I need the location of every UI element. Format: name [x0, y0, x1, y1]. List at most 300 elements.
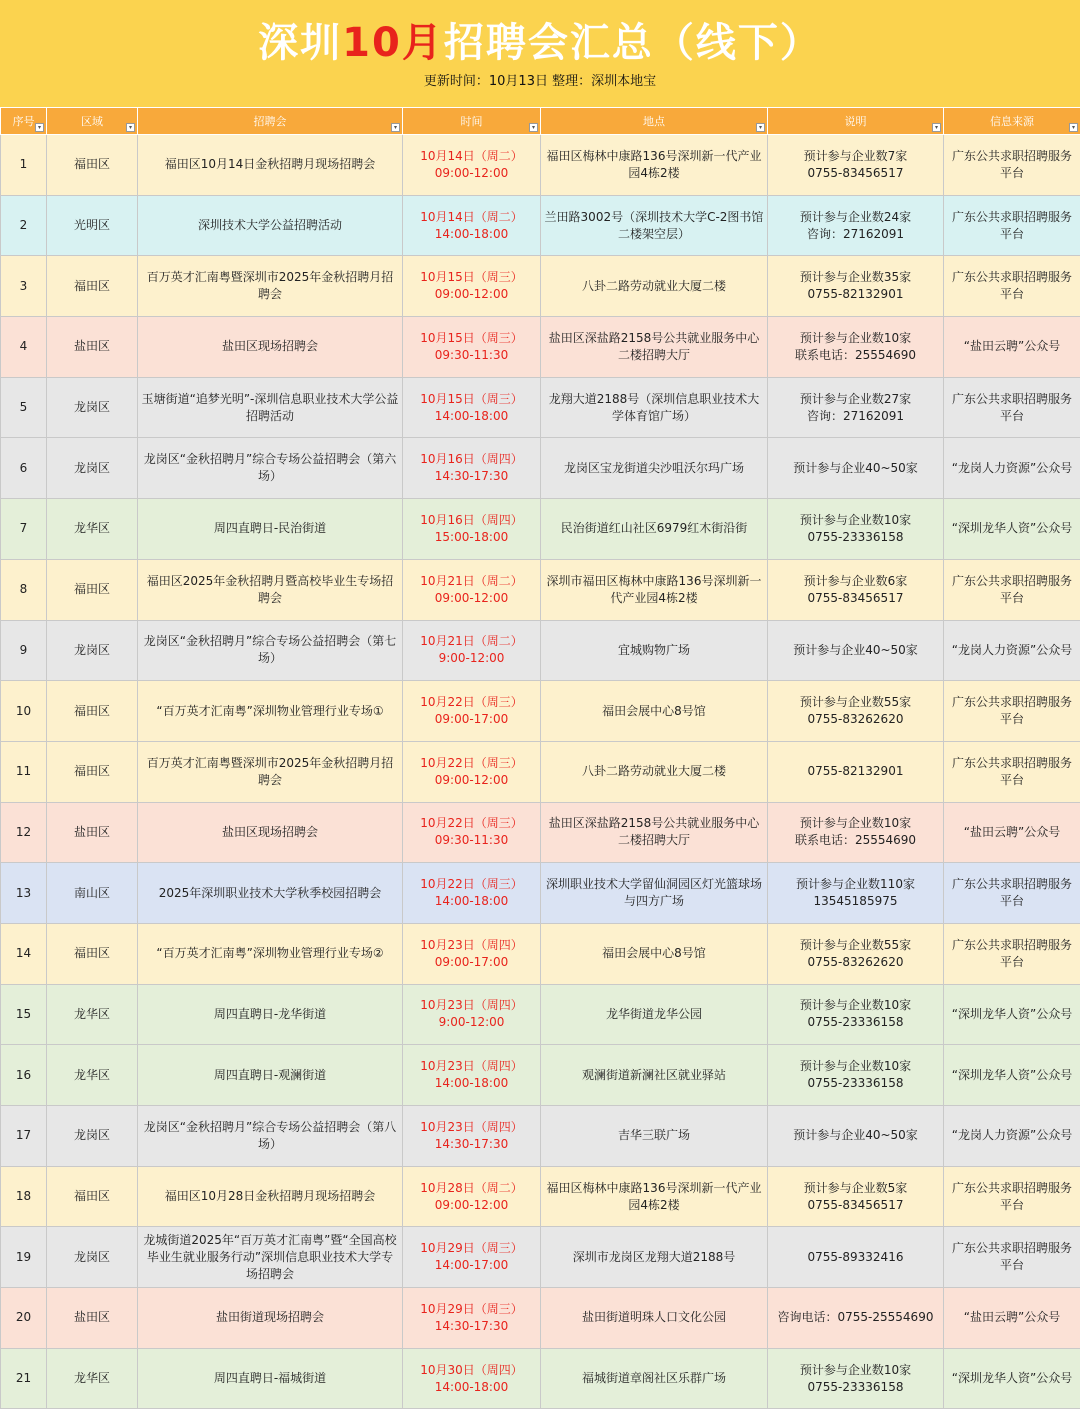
district-cell [47, 559, 138, 620]
table-row [1, 256, 1080, 317]
district-cell-text: 龙华区 [73, 1067, 110, 1082]
fair-name-cell-text: 福田区10月28日金秋招聘月现场招聘会 [164, 1189, 376, 1204]
time-cell [403, 984, 541, 1045]
place-cell-text: 福田会展中心8号馆 [602, 946, 706, 961]
district-cell [47, 923, 138, 984]
fair-name-cell-text: 深圳技术大学公益招聘活动 [197, 218, 342, 233]
place-cell [541, 1288, 768, 1349]
table-row [1, 923, 1080, 984]
note-cell-text: 联系电话：25554690 [794, 347, 917, 362]
fair-name-cell [138, 863, 403, 924]
place-cell-text: 福田会展中心8号馆 [602, 703, 706, 718]
place-cell-text: 龙翔大道2188号（深圳信息职业技术大学体育馆广场） [548, 391, 760, 423]
fair-name-cell [138, 984, 403, 1045]
time-cell-text: 10月21日（周二） [420, 573, 523, 588]
note-cell [768, 1227, 944, 1288]
time-cell [403, 681, 541, 742]
district-cell-text: 光明区 [73, 218, 110, 233]
table-row [1, 559, 1080, 620]
note-cell [768, 681, 944, 742]
note-cell-text: 预计参与企业数10家 [799, 330, 912, 345]
place-cell-text: 八卦二路劳动就业大厦二楼 [581, 764, 726, 779]
district-cell [47, 377, 138, 438]
source-cell-text: “深圳龙华人资”公众号 [951, 1006, 1073, 1021]
note-cell [768, 741, 944, 802]
note-cell-text: 预计参与企业40~50家 [793, 460, 918, 475]
note-cell-text: 0755-23336158 [807, 1076, 904, 1091]
district-cell [47, 863, 138, 924]
row-number-text: 10 [15, 703, 32, 718]
district-cell [47, 499, 138, 560]
row-number [1, 1227, 47, 1288]
row-number-text: 8 [19, 582, 28, 597]
time-cell-text: 10月30日（周四） [420, 1362, 523, 1377]
time-cell [403, 620, 541, 681]
fair-name-cell-text: 福田区2025年金秋招聘月暨高校毕业生专场招聘会 [146, 573, 394, 605]
place-cell-text: 深圳市龙岗区龙翔大道2188号 [572, 1249, 736, 1264]
fair-name-cell [138, 317, 403, 378]
source-cell-text: 广东公共求职招聘服务平台 [951, 270, 1072, 302]
source-cell-text: 广东公共求职招聘服务平台 [951, 148, 1072, 180]
time-cell-text: 09:00-12:00 [434, 772, 509, 787]
fair-name-cell-text: 盐田区现场招聘会 [221, 824, 318, 839]
place-cell [541, 1348, 768, 1409]
source-cell-text: 广东公共求职招聘服务平台 [951, 755, 1072, 787]
time-cell-text: 14:00-18:00 [434, 1379, 509, 1394]
note-cell-text: 预计参与企业数35家 [799, 270, 912, 285]
district-cell [47, 317, 138, 378]
title-prefix: 深圳 [258, 20, 343, 66]
filter-dropdown-icon[interactable]: ▾ [391, 123, 400, 132]
row-number-text: 16 [15, 1067, 32, 1082]
fair-name-cell [138, 499, 403, 560]
table-row [1, 1288, 1080, 1349]
time-cell-text: 14:00-18:00 [434, 1076, 509, 1091]
note-cell-text: 预计参与企业数10家 [799, 816, 912, 831]
time-cell-text: 10月22日（周三） [420, 877, 523, 892]
row-number [1, 1288, 47, 1349]
row-number-text: 5 [19, 400, 28, 415]
source-cell [944, 195, 1080, 256]
time-cell-text: 10月29日（周三） [420, 1301, 523, 1316]
time-cell-text: 10月16日（周四） [420, 452, 523, 467]
fair-name-cell [138, 1348, 403, 1409]
fair-name-cell-text: 龙岗区“金秋招聘月”综合专场公益招聘会（第八场） [143, 1119, 397, 1151]
place-cell [541, 984, 768, 1045]
fair-name-cell-text: 周四直聘日-福城街道 [213, 1371, 327, 1386]
note-cell-text: 0755-83262620 [807, 712, 904, 727]
district-cell-text: 福田区 [73, 946, 110, 961]
table-row [1, 377, 1080, 438]
source-cell-text: 广东公共求职招聘服务平台 [951, 209, 1072, 241]
fair-name-cell [138, 741, 403, 802]
source-cell [944, 256, 1080, 317]
row-number-text: 19 [15, 1249, 32, 1264]
fair-name-cell-text: 玉塘街道“追梦光明”-深圳信息职业技术大学公益招聘活动 [141, 391, 399, 423]
district-cell-text: 龙华区 [73, 1006, 110, 1021]
source-cell [944, 1288, 1080, 1349]
place-cell [541, 1227, 768, 1288]
place-cell [541, 499, 768, 560]
fair-name-cell-text: 龙城街道2025年“百万英才汇南粤”暨“全国高校毕业生就业服务行动”深圳信息职业技术大学专场招聘会 [143, 1232, 397, 1281]
district-cell-text: 龙岗区 [73, 460, 110, 475]
row-number [1, 984, 47, 1045]
fair-name-cell [138, 1288, 403, 1349]
filter-dropdown-icon[interactable]: ▾ [1069, 123, 1078, 132]
row-number-text: 14 [15, 946, 32, 961]
place-cell [541, 620, 768, 681]
place-cell-text: 兰田路3002号（深圳技术大学C-2图书馆二楼架空层） [544, 209, 764, 241]
row-number-text: 20 [15, 1310, 32, 1325]
time-cell-text: 10月16日（周四） [420, 512, 523, 527]
fair-name-cell-text: “百万英才汇南粤”深圳物业管理行业专场① [156, 703, 384, 718]
source-cell-text: “深圳龙华人资”公众号 [951, 521, 1073, 536]
note-cell-text: 预计参与企业数5家 [803, 1180, 908, 1195]
time-cell [403, 741, 541, 802]
note-cell [768, 620, 944, 681]
source-cell-text: “龙岗人力资源”公众号 [951, 1128, 1073, 1143]
place-cell-text: 观澜街道新澜社区就业驿站 [581, 1067, 726, 1082]
note-cell-text: 预计参与企业数55家 [799, 695, 912, 710]
time-cell [403, 195, 541, 256]
row-number [1, 195, 47, 256]
filter-dropdown-icon[interactable]: ▾ [126, 123, 135, 132]
place-cell [541, 802, 768, 863]
note-cell [768, 802, 944, 863]
source-cell-text: “盐田云聘”公众号 [963, 1310, 1061, 1325]
place-cell [541, 1166, 768, 1227]
district-cell-text: 龙华区 [73, 1371, 110, 1386]
place-cell-text: 福田区梅林中康路136号深圳新一代产业园4栋2楼 [546, 148, 762, 180]
note-cell-text: 咨询电话：0755-25554690 [777, 1310, 934, 1325]
district-cell-text: 福田区 [73, 764, 110, 779]
source-cell [944, 1106, 1080, 1167]
place-cell [541, 1106, 768, 1167]
time-cell [403, 256, 541, 317]
place-cell-text: 盐田区深盐路2158号公共就业服务中心二楼招聘大厅 [548, 330, 760, 362]
time-cell-text: 09:00-17:00 [434, 954, 509, 969]
fair-name-cell-text: 龙岗区“金秋招聘月”综合专场公益招聘会（第六场） [143, 452, 397, 484]
place-cell-text: 盐田街道明珠人口文化公园 [581, 1310, 726, 1325]
time-cell-text: 10月23日（周四） [420, 937, 523, 952]
time-cell [403, 923, 541, 984]
place-cell [541, 741, 768, 802]
time-cell [403, 438, 541, 499]
row-number [1, 1106, 47, 1167]
source-cell [944, 317, 1080, 378]
note-cell-text: 咨询：27162091 [806, 408, 905, 423]
place-cell [541, 438, 768, 499]
source-cell-text: 广东公共求职招聘服务平台 [951, 877, 1072, 909]
column-header-place[interactable]: 地点 ▾ [541, 108, 768, 135]
row-number-text: 18 [15, 1189, 32, 1204]
source-cell-text: 广东公共求职招聘服务平台 [951, 1180, 1072, 1212]
source-cell [944, 620, 1080, 681]
time-cell-text: 10月22日（周三） [420, 816, 523, 831]
place-cell [541, 256, 768, 317]
source-cell [944, 559, 1080, 620]
fair-name-cell [138, 1045, 403, 1106]
note-cell [768, 923, 944, 984]
note-cell-text: 预计参与企业数7家 [803, 148, 908, 163]
district-cell [47, 1166, 138, 1227]
time-cell-text: 10月28日（周二） [420, 1180, 523, 1195]
row-number [1, 559, 47, 620]
time-cell-text: 10月22日（周三） [420, 695, 523, 710]
note-cell [768, 135, 944, 196]
district-cell-text: 南山区 [73, 885, 110, 900]
filter-dropdown-icon[interactable]: ▾ [932, 123, 941, 132]
time-cell-text: 14:30-17:30 [434, 469, 509, 484]
district-cell-text: 福田区 [73, 278, 110, 293]
time-cell-text: 9:00-12:00 [438, 1015, 505, 1030]
time-cell-text: 09:00-12:00 [434, 287, 509, 302]
row-number-text: 1 [19, 157, 28, 172]
source-cell-text: 广东公共求职招聘服务平台 [951, 695, 1072, 727]
time-cell-text: 10月21日（周二） [420, 634, 523, 649]
note-cell-text: 0755-89332416 [807, 1249, 904, 1264]
column-header-note[interactable]: 说明 ▾ [768, 108, 944, 135]
source-cell-text: 广东公共求职招聘服务平台 [951, 1241, 1072, 1273]
filter-dropdown-icon[interactable]: ▾ [529, 123, 538, 132]
time-cell [403, 377, 541, 438]
time-cell-text: 15:00-18:00 [434, 529, 509, 544]
place-cell [541, 195, 768, 256]
fair-name-cell-text: 周四直聘日-民治街道 [213, 521, 327, 536]
note-cell [768, 438, 944, 499]
source-cell [944, 1348, 1080, 1409]
time-cell [403, 863, 541, 924]
source-cell [944, 377, 1080, 438]
row-number-text: 2 [19, 218, 28, 233]
place-cell-text: 深圳市福田区梅林中康路136号深圳新一代产业园4栋2楼 [546, 573, 762, 605]
district-cell [47, 1045, 138, 1106]
time-cell-text: 10月15日（周三） [420, 391, 523, 406]
row-number-text: 4 [19, 339, 28, 354]
table-row [1, 681, 1080, 742]
note-cell [768, 1288, 944, 1349]
district-cell-text: 龙华区 [73, 521, 110, 536]
time-cell [403, 1106, 541, 1167]
district-cell-text: 福田区 [73, 157, 110, 172]
row-number [1, 317, 47, 378]
fair-name-cell [138, 681, 403, 742]
place-cell [541, 559, 768, 620]
note-cell-text: 13545185975 [813, 894, 898, 909]
source-cell [944, 438, 1080, 499]
time-cell [403, 1348, 541, 1409]
district-cell [47, 135, 138, 196]
fair-name-cell-text: 福田区10月14日金秋招聘月现场招聘会 [164, 157, 376, 172]
fair-name-cell [138, 377, 403, 438]
district-cell [47, 620, 138, 681]
district-cell [47, 1106, 138, 1167]
source-cell-text: “深圳龙华人资”公众号 [951, 1067, 1073, 1082]
time-cell-text: 10月15日（周三） [420, 270, 523, 285]
note-cell-text: 预计参与企业数55家 [799, 937, 912, 952]
table-row [1, 620, 1080, 681]
source-cell-text: “盐田云聘”公众号 [963, 824, 1061, 839]
note-cell-text: 联系电话：25554690 [794, 833, 917, 848]
note-cell-text: 预计参与企业数10家 [799, 998, 912, 1013]
source-cell [944, 1227, 1080, 1288]
note-cell-text: 预计参与企业数110家 [796, 877, 915, 892]
note-cell-text: 0755-82132901 [807, 764, 904, 779]
source-cell [944, 741, 1080, 802]
note-cell [768, 377, 944, 438]
source-cell [944, 135, 1080, 196]
table-row [1, 863, 1080, 924]
note-cell-text: 0755-23336158 [807, 1015, 904, 1030]
row-number-text: 9 [19, 642, 28, 657]
note-cell-text: 预计参与企业数10家 [799, 1059, 912, 1074]
source-cell [944, 863, 1080, 924]
row-number [1, 1166, 47, 1227]
time-cell-text: 10月23日（周四） [420, 998, 523, 1013]
row-number [1, 923, 47, 984]
filter-dropdown-icon[interactable]: ▾ [35, 123, 44, 132]
fair-name-cell [138, 923, 403, 984]
column-header-fair[interactable]: 招聘会 ▾ [138, 108, 403, 135]
district-cell-text: 龙岗区 [73, 1249, 110, 1264]
place-cell-text: 盐田区深盐路2158号公共就业服务中心二楼招聘大厅 [548, 816, 760, 848]
update-info: 更新时间：10月13日 整理：深圳本地宝 [423, 74, 657, 89]
time-cell-text: 10月14日（周二） [420, 148, 523, 163]
fair-name-cell-text: 百万英才汇南粤暨深圳市2025年金秋招聘月招聘会 [146, 270, 394, 302]
district-cell-text: 福田区 [73, 703, 110, 718]
table-row [1, 438, 1080, 499]
row-number-text: 7 [19, 521, 28, 536]
table-row [1, 135, 1080, 196]
time-cell-text: 14:00-17:00 [434, 1258, 509, 1273]
note-cell [768, 559, 944, 620]
note-cell [768, 1166, 944, 1227]
row-number [1, 377, 47, 438]
time-cell-text: 14:30-17:30 [434, 1136, 509, 1151]
source-cell-text: 广东公共求职招聘服务平台 [951, 391, 1072, 423]
row-number [1, 863, 47, 924]
district-cell-text: 福田区 [73, 582, 110, 597]
table-row [1, 802, 1080, 863]
time-cell-text: 09:00-12:00 [434, 590, 509, 605]
time-cell-text: 09:00-12:00 [434, 1197, 509, 1212]
row-number-text: 21 [15, 1371, 32, 1386]
source-cell-text: 广东公共求职招聘服务平台 [951, 937, 1072, 969]
time-cell-text: 10月29日（周三） [420, 1241, 523, 1256]
source-cell [944, 1045, 1080, 1106]
district-cell-text: 盐田区 [73, 1310, 110, 1325]
place-cell-text: 八卦二路劳动就业大厦二楼 [581, 278, 726, 293]
row-number [1, 681, 47, 742]
time-cell-text: 14:30-17:30 [434, 1318, 509, 1333]
note-cell [768, 863, 944, 924]
district-cell [47, 1288, 138, 1349]
district-cell-text: 盐田区 [73, 824, 110, 839]
fair-name-cell [138, 1106, 403, 1167]
table-row [1, 317, 1080, 378]
column-header-no[interactable]: 序号 ▾ [1, 108, 47, 135]
district-cell-text: 龙岗区 [73, 642, 110, 657]
source-cell [944, 802, 1080, 863]
column-header-time[interactable]: 时间 ▾ [403, 108, 541, 135]
fair-name-cell [138, 256, 403, 317]
note-cell-text: 预计参与企业数10家 [799, 512, 912, 527]
place-cell [541, 1045, 768, 1106]
district-cell [47, 802, 138, 863]
row-number [1, 620, 47, 681]
filter-dropdown-icon[interactable]: ▾ [756, 123, 765, 132]
time-cell-text: 09:30-11:30 [434, 833, 509, 848]
table-header-row [1, 108, 1080, 135]
district-cell [47, 256, 138, 317]
time-cell-text: 09:30-11:30 [434, 347, 509, 362]
row-number [1, 741, 47, 802]
row-number-text: 3 [19, 278, 28, 293]
fair-name-cell [138, 802, 403, 863]
place-cell [541, 317, 768, 378]
time-cell-text: 10月23日（周四） [420, 1119, 523, 1134]
note-cell-text: 0755-82132901 [807, 287, 904, 302]
header-banner [0, 0, 1080, 107]
time-cell-text: 10月15日（周三） [420, 330, 523, 345]
district-cell [47, 438, 138, 499]
note-cell-text: 0755-83456517 [807, 1197, 904, 1212]
district-cell [47, 195, 138, 256]
fair-name-cell-text: 百万英才汇南粤暨深圳市2025年金秋招聘月招聘会 [146, 755, 394, 787]
note-cell [768, 256, 944, 317]
place-cell-text: 龙岗区宝龙街道尖沙咀沃尔玛广场 [563, 460, 744, 475]
place-cell-text: 福城街道章阁社区乐群广场 [581, 1371, 726, 1386]
district-cell [47, 741, 138, 802]
source-cell-text: “龙岗人力资源”公众号 [951, 642, 1073, 657]
column-header-district[interactable]: 区域 ▾ [47, 108, 138, 135]
source-cell-text: “盐田云聘”公众号 [963, 339, 1061, 354]
note-cell-text: 咨询：27162091 [806, 226, 905, 241]
time-cell-text: 14:00-18:00 [434, 226, 509, 241]
place-cell [541, 681, 768, 742]
district-cell-text: 福田区 [73, 1189, 110, 1204]
place-cell-text: 龙华街道龙华公园 [605, 1006, 702, 1021]
district-cell [47, 1227, 138, 1288]
note-cell-text: 预计参与企业数6家 [803, 573, 908, 588]
time-cell [403, 802, 541, 863]
note-cell [768, 984, 944, 1045]
table-row [1, 1348, 1080, 1409]
fair-name-cell-text: 龙岗区“金秋招聘月”综合专场公益招聘会（第七场） [143, 634, 397, 666]
row-number [1, 1348, 47, 1409]
time-cell [403, 1227, 541, 1288]
place-cell [541, 377, 768, 438]
district-cell [47, 681, 138, 742]
table-row [1, 984, 1080, 1045]
source-cell [944, 984, 1080, 1045]
source-cell [944, 923, 1080, 984]
table-row [1, 499, 1080, 560]
source-cell-text: 广东公共求职招聘服务平台 [951, 573, 1072, 605]
note-cell-text: 0755-83262620 [807, 954, 904, 969]
row-number-text: 13 [15, 885, 32, 900]
time-cell [403, 499, 541, 560]
column-header-source[interactable]: 信息来源 ▾ [944, 108, 1080, 135]
fair-name-cell [138, 620, 403, 681]
row-number [1, 802, 47, 863]
row-number [1, 438, 47, 499]
place-cell-text: 深圳职业技术大学留仙洞园区灯光篮球场与四方广场 [545, 877, 762, 909]
district-cell-text: 盐田区 [73, 339, 110, 354]
note-cell [768, 499, 944, 560]
fair-name-cell-text: 周四直聘日-观澜街道 [213, 1067, 327, 1082]
time-cell-text: 10月22日（周三） [420, 755, 523, 770]
